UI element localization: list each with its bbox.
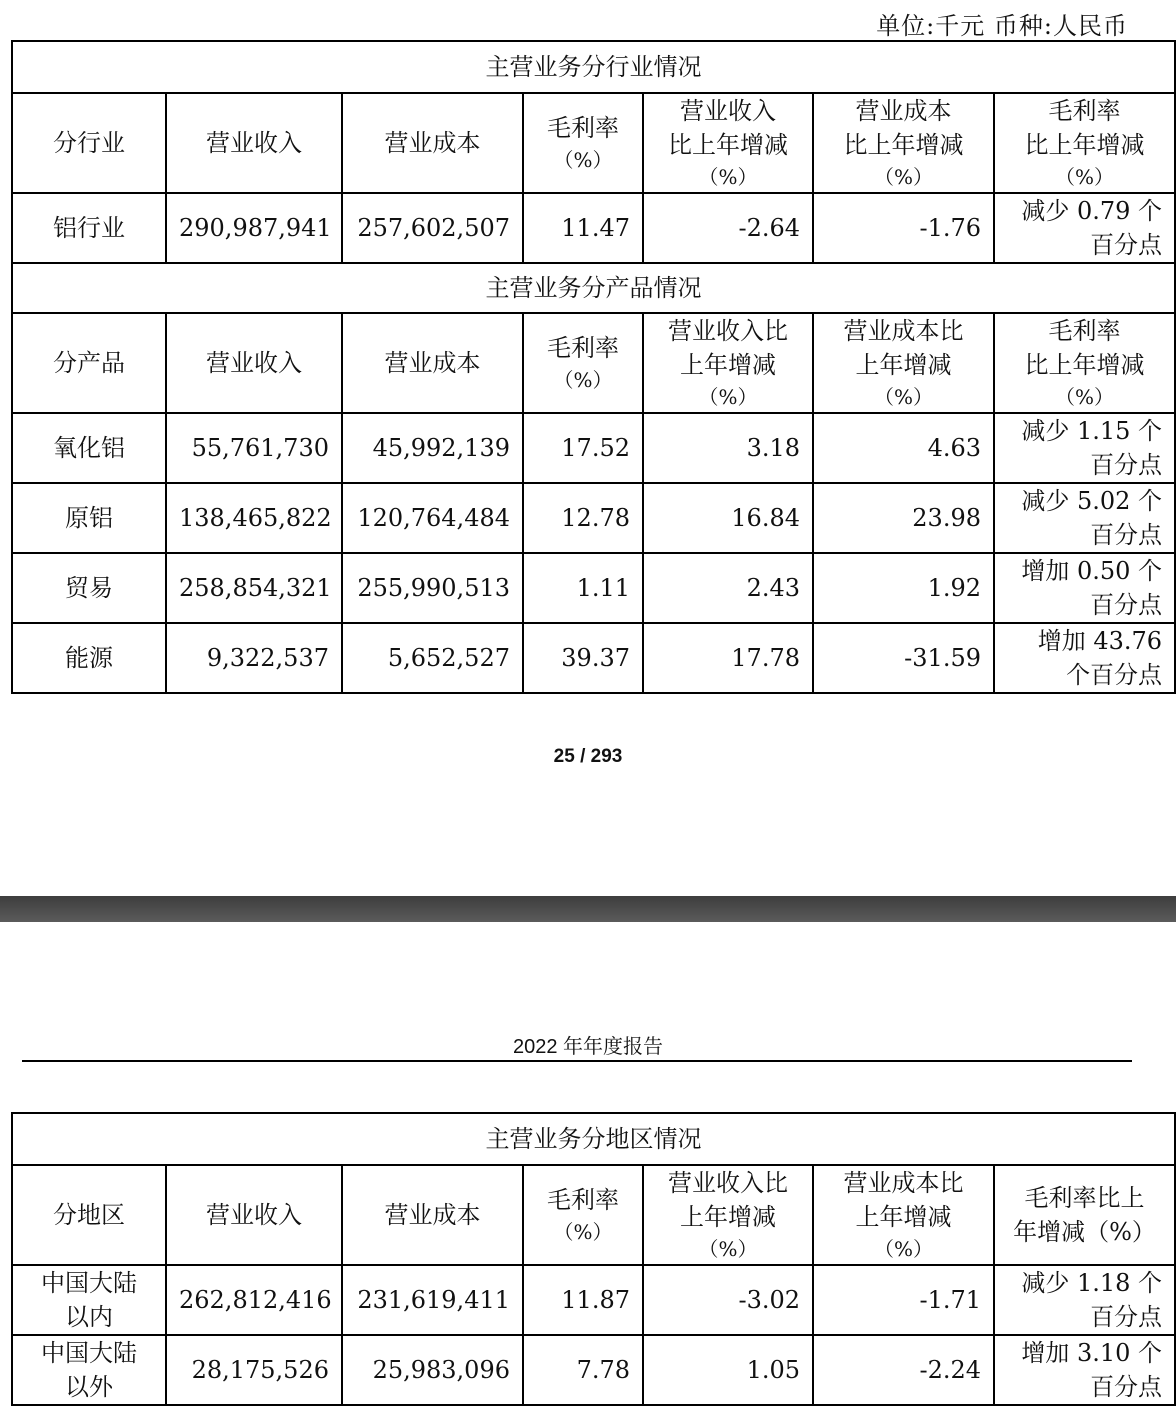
- margin-change-cell: [994, 483, 1175, 553]
- margin-change-line: 百分点: [1090, 1373, 1163, 1401]
- revenue-cell: 9,322,537: [166, 623, 342, 693]
- column-header: [994, 93, 1175, 193]
- margin-change-cell: [994, 1265, 1175, 1335]
- product-segment-table: [11, 264, 1176, 694]
- segment-name-line: 中国大陆: [41, 1269, 137, 1297]
- segment-name-line: 中国大陆: [41, 1339, 137, 1367]
- table-row: [12, 1335, 1175, 1405]
- header-line: 年增减（%）: [1013, 1218, 1156, 1246]
- cost-change-cell: 23.98: [813, 483, 994, 553]
- margin-cell: 12.78: [523, 483, 643, 553]
- cost-cell: 45,992,139: [342, 413, 523, 483]
- margin-change-line: 减少 1.15 个: [1021, 417, 1163, 445]
- margin-change-cell: [994, 193, 1175, 263]
- table-title: 主营业务分地区情况: [12, 1113, 1175, 1165]
- revenue-cell: 55,761,730: [166, 413, 342, 483]
- header-pct: （%）: [553, 368, 613, 392]
- segment-name: [12, 1335, 166, 1405]
- margin-change-line: 减少 0.79 个: [1021, 197, 1163, 225]
- column-header: 营业收入: [166, 1165, 342, 1265]
- table-title: 主营业务分产品情况: [12, 264, 1175, 313]
- column-header: 分产品: [12, 313, 166, 413]
- column-header: [643, 93, 813, 193]
- header-line: 比上年增减: [1024, 131, 1145, 159]
- column-header: 分地区: [12, 1165, 166, 1265]
- header-pct: （%）: [1055, 165, 1115, 189]
- table-row: [12, 623, 1175, 693]
- column-header: [994, 313, 1175, 413]
- header-line: 比上年增减: [668, 131, 788, 159]
- region-segment-table: [11, 1112, 1176, 1406]
- column-header: 营业成本: [342, 1165, 523, 1265]
- revenue-change-cell: -2.64: [643, 193, 813, 263]
- header-line: 毛利率比上: [1024, 1184, 1145, 1212]
- table-row: [12, 483, 1175, 553]
- revenue-change-cell: 17.78: [643, 623, 813, 693]
- margin-change-line: 百分点: [1090, 521, 1163, 549]
- table-title: 主营业务分行业情况: [12, 41, 1175, 93]
- segment-name: 原铝: [12, 483, 166, 553]
- cost-change-cell: -31.59: [813, 623, 994, 693]
- margin-cell: 17.52: [523, 413, 643, 483]
- revenue-cell: 290,987,941: [166, 193, 342, 263]
- table-row: [12, 553, 1175, 623]
- header-line: 比上年增减: [843, 131, 964, 159]
- header-line: 毛利率: [547, 334, 619, 362]
- header-line: 营业成本比: [843, 317, 964, 345]
- revenue-cell: 262,812,416: [166, 1265, 342, 1335]
- header-pct: （%）: [698, 165, 758, 189]
- margin-change-line: 个百分点: [1066, 661, 1163, 689]
- column-header: [813, 93, 994, 193]
- page-separator: [0, 896, 1176, 922]
- header-pct: （%）: [553, 1220, 613, 1244]
- header-line: 上年增减: [680, 1203, 776, 1231]
- page-number: 25 / 293: [553, 746, 623, 767]
- industry-segment-table: [11, 40, 1176, 264]
- column-header: [643, 1165, 813, 1265]
- margin-change-line: 百分点: [1090, 1303, 1163, 1331]
- margin-change-line: 百分点: [1090, 231, 1163, 259]
- margin-change-line: 百分点: [1090, 591, 1163, 619]
- table-row: [12, 193, 1175, 263]
- cost-change-cell: -1.71: [813, 1265, 994, 1335]
- segment-name-line: 以内: [65, 1303, 113, 1331]
- revenue-change-cell: 2.43: [643, 553, 813, 623]
- column-header: [813, 313, 994, 413]
- cost-cell: 257,602,507: [342, 193, 523, 263]
- column-header: [643, 313, 813, 413]
- revenue-change-cell: 3.18: [643, 413, 813, 483]
- header-line: 比上年增减: [1024, 351, 1145, 379]
- margin-cell: 11.47: [523, 193, 643, 263]
- column-header: [523, 1165, 643, 1265]
- column-header: [994, 1165, 1175, 1265]
- header-pct: （%）: [873, 385, 933, 409]
- margin-change-line: 减少 1.18 个: [1021, 1269, 1163, 1297]
- column-header: [523, 313, 643, 413]
- header-line: 毛利率: [547, 1186, 619, 1214]
- table-row: [12, 413, 1175, 483]
- revenue-cell: 138,465,822: [166, 483, 342, 553]
- column-header: 营业成本: [342, 313, 523, 413]
- cost-change-cell: -1.76: [813, 193, 994, 263]
- header-line: 营业收入比: [668, 317, 788, 345]
- header-line: 营业成本: [855, 97, 952, 125]
- cost-change-cell: 1.92: [813, 553, 994, 623]
- margin-change-line: 增加 3.10 个: [1021, 1339, 1163, 1367]
- header-pct: （%）: [1055, 385, 1115, 409]
- header-pct: （%）: [698, 385, 758, 409]
- report-header-title: 2022 年年度报告: [512, 1036, 664, 1058]
- cost-cell: 5,652,527: [342, 623, 523, 693]
- header-line: 毛利率: [1048, 317, 1121, 345]
- header-line: 上年增减: [680, 351, 776, 379]
- margin-change-line: 增加 43.76: [1037, 627, 1163, 655]
- segment-name: 贸易: [12, 553, 166, 623]
- column-header: [523, 93, 643, 193]
- header-line: 营业收入比: [668, 1169, 788, 1197]
- margin-change-cell: [994, 623, 1175, 693]
- header-line: 营业收入: [680, 97, 776, 125]
- column-header: 营业收入: [166, 93, 342, 193]
- revenue-change-cell: 16.84: [643, 483, 813, 553]
- cost-cell: 231,619,411: [342, 1265, 523, 1335]
- segment-name-line: 以外: [65, 1373, 113, 1401]
- column-header: 营业收入: [166, 313, 342, 413]
- cost-cell: 25,983,096: [342, 1335, 523, 1405]
- revenue-cell: 258,854,321: [166, 553, 342, 623]
- margin-change-line: 减少 5.02 个: [1021, 487, 1163, 515]
- cost-change-cell: 4.63: [813, 413, 994, 483]
- column-header: 分行业: [12, 93, 166, 193]
- margin-change-cell: [994, 553, 1175, 623]
- header-pct: （%）: [873, 165, 933, 189]
- header-line: 营业成本比: [843, 1169, 964, 1197]
- header-line: 上年增减: [855, 351, 952, 379]
- margin-change-line: 百分点: [1090, 451, 1163, 479]
- segment-name: 能源: [12, 623, 166, 693]
- header-rule: [22, 1060, 1132, 1062]
- header-line: 毛利率: [1048, 97, 1121, 125]
- segment-name: [12, 1265, 166, 1335]
- cost-change-cell: -2.24: [813, 1335, 994, 1405]
- revenue-cell: 28,175,526: [166, 1335, 342, 1405]
- header-pct: （%）: [553, 148, 613, 172]
- margin-change-cell: [994, 413, 1175, 483]
- segment-name: 氧化铝: [12, 413, 166, 483]
- header-line: 上年增减: [855, 1203, 952, 1231]
- header-pct: （%）: [698, 1237, 758, 1261]
- column-header: [813, 1165, 994, 1265]
- revenue-change-cell: 1.05: [643, 1335, 813, 1405]
- cost-cell: 255,990,513: [342, 553, 523, 623]
- header-line: 毛利率: [547, 114, 619, 142]
- unit-currency-line: 单位:千元 币种:人民币: [876, 12, 1128, 40]
- segment-name: 铝行业: [12, 193, 166, 263]
- table-row: [12, 1265, 1175, 1335]
- margin-cell: 1.11: [523, 553, 643, 623]
- header-pct: （%）: [873, 1237, 933, 1261]
- margin-cell: 7.78: [523, 1335, 643, 1405]
- margin-cell: 11.87: [523, 1265, 643, 1335]
- margin-change-cell: [994, 1335, 1175, 1405]
- margin-cell: 39.37: [523, 623, 643, 693]
- cost-cell: 120,764,484: [342, 483, 523, 553]
- revenue-change-cell: -3.02: [643, 1265, 813, 1335]
- column-header: 营业成本: [342, 93, 523, 193]
- margin-change-line: 增加 0.50 个: [1021, 557, 1163, 585]
